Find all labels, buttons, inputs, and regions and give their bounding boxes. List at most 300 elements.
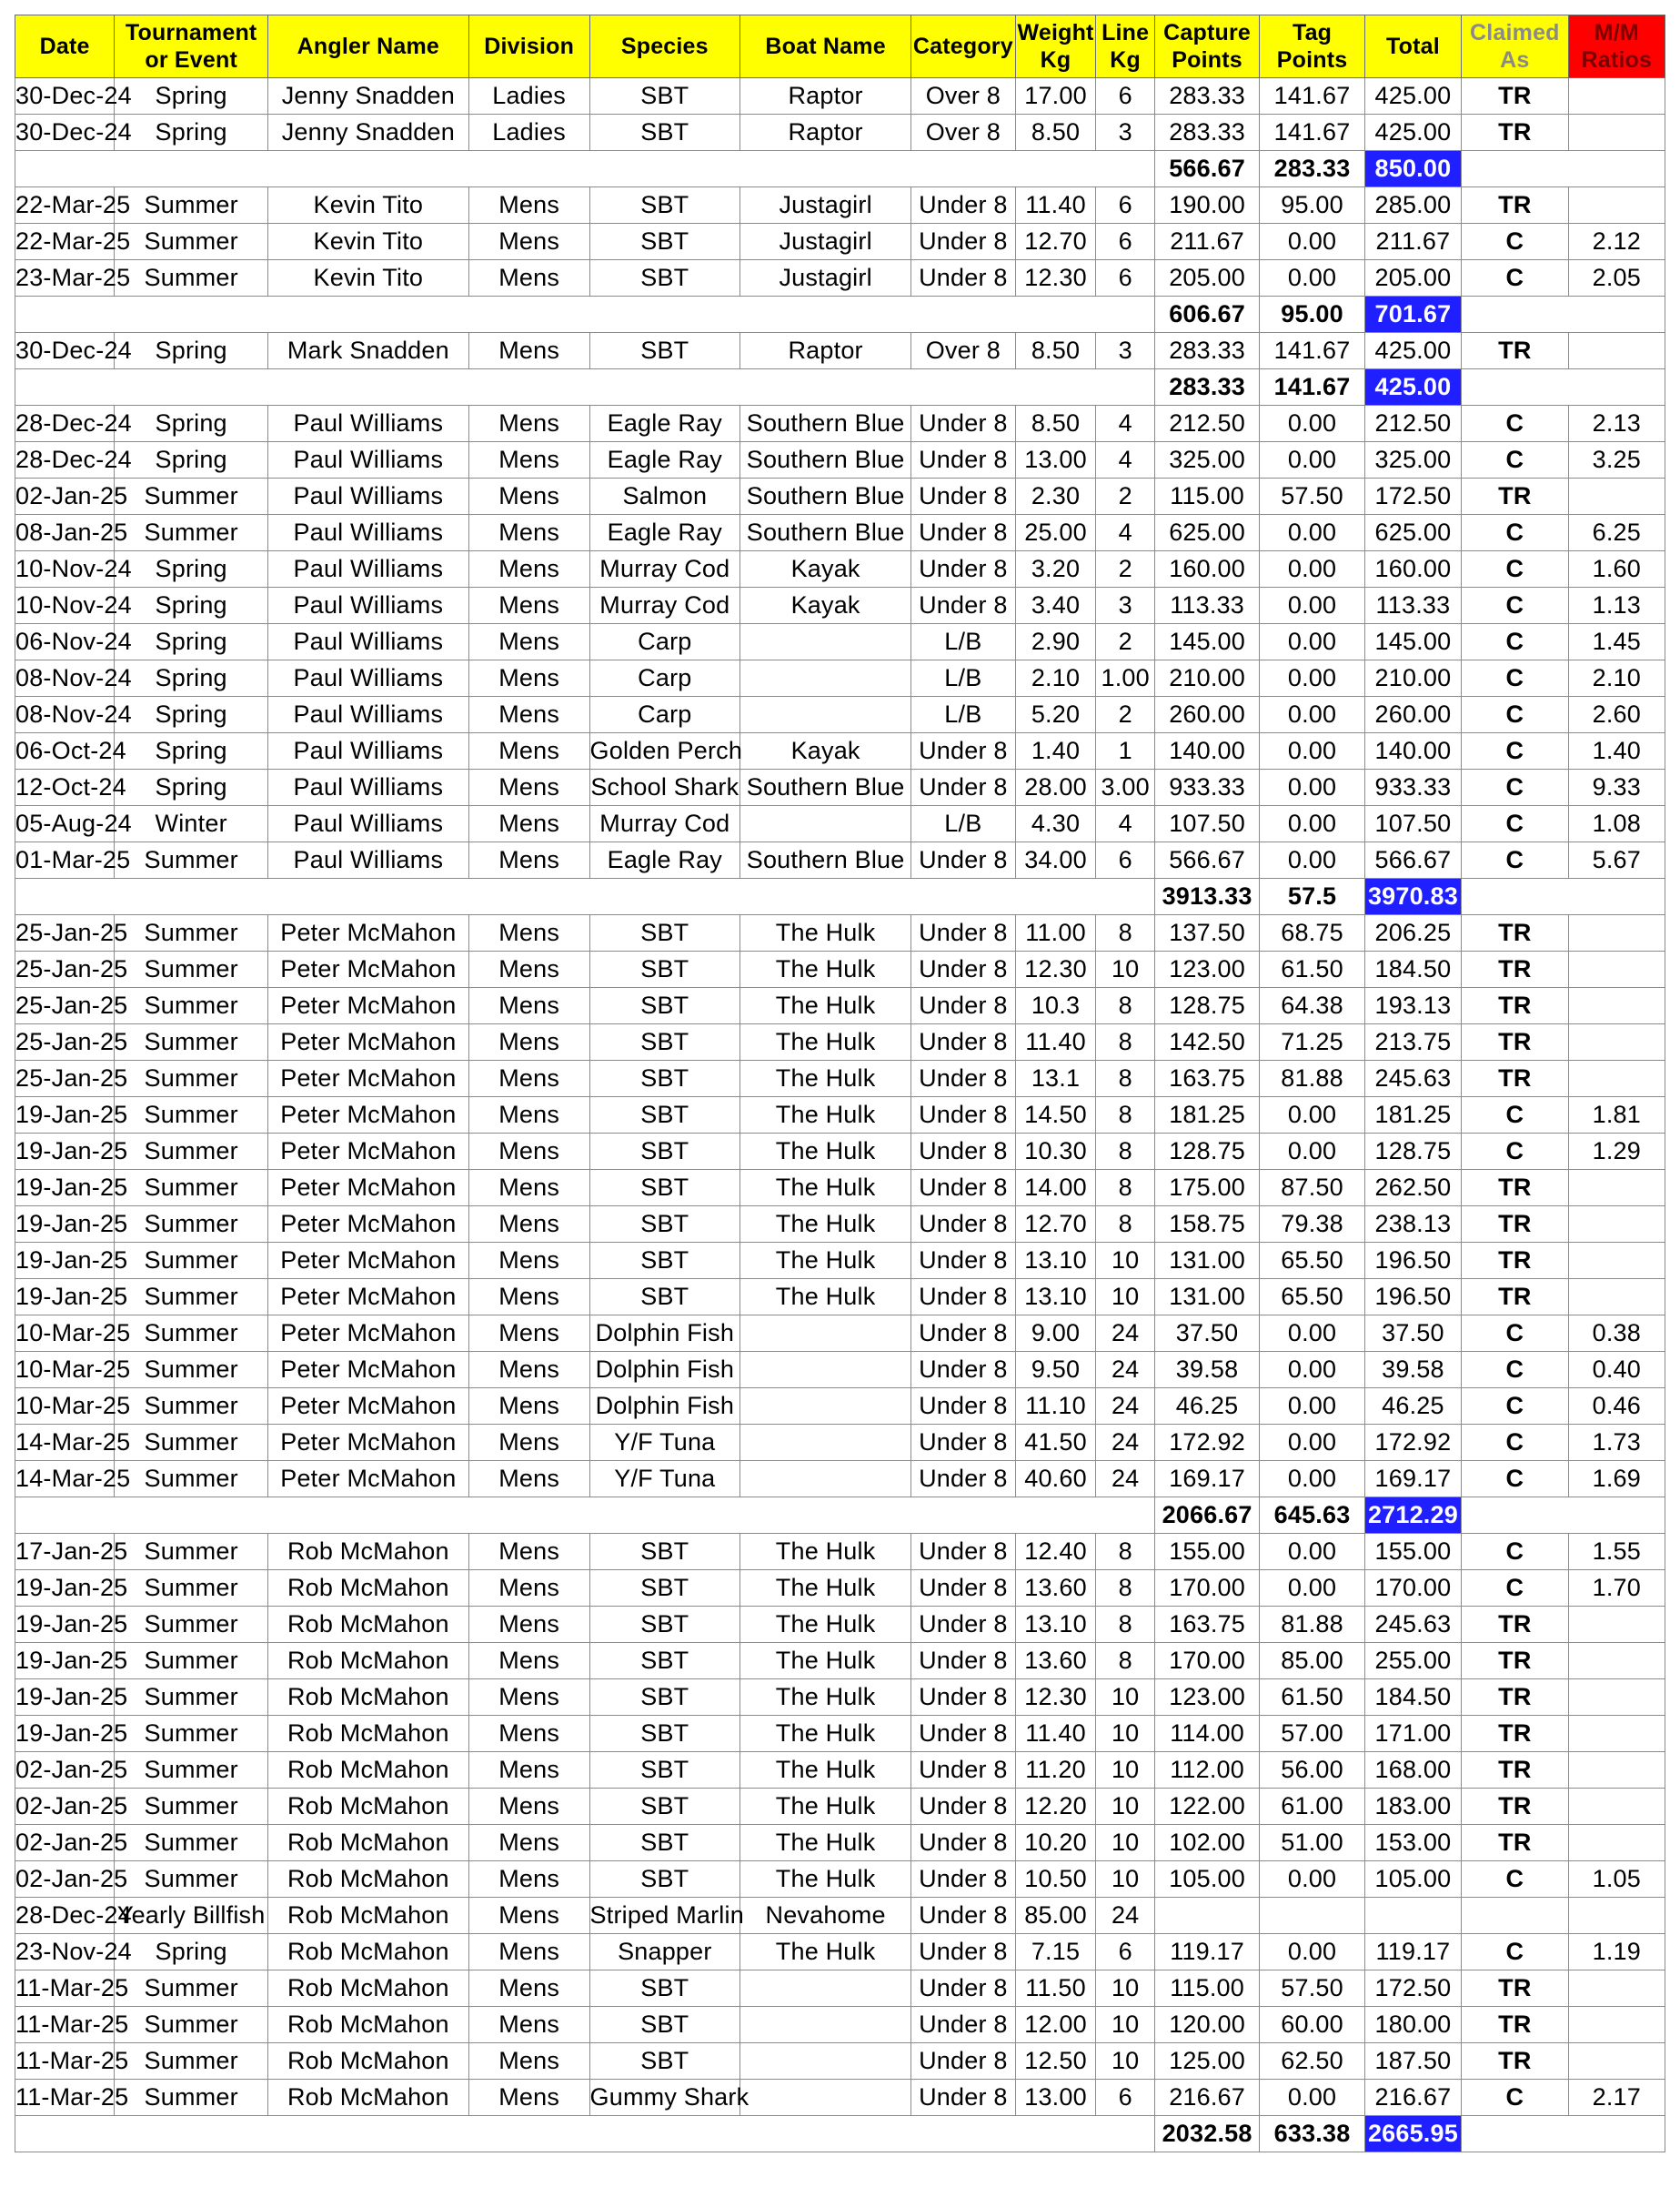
cell-total[interactable]: 625.00 bbox=[1364, 515, 1461, 551]
table-row[interactable] bbox=[15, 1861, 1665, 1898]
cell-division[interactable]: Mens bbox=[468, 1097, 589, 1134]
cell-division[interactable]: Mens bbox=[468, 442, 589, 479]
cell-total[interactable]: 285.00 bbox=[1364, 187, 1461, 224]
cell-tag[interactable]: 61.00 bbox=[1260, 1789, 1364, 1825]
cell-species[interactable]: SBT bbox=[589, 1279, 740, 1315]
cell-capture[interactable]: 283.33 bbox=[1154, 115, 1259, 151]
cell-weight[interactable]: 13.60 bbox=[1015, 1643, 1096, 1679]
cell-total[interactable] bbox=[1364, 1898, 1461, 1934]
cell-capture[interactable]: 145.00 bbox=[1154, 624, 1259, 660]
cell-angler[interactable]: Peter McMahon bbox=[267, 1061, 468, 1097]
cell-total[interactable]: 255.00 bbox=[1364, 1643, 1461, 1679]
cell-species[interactable]: SBT bbox=[589, 187, 740, 224]
cell-date[interactable]: 05-Aug-24 bbox=[15, 806, 115, 842]
cell-angler[interactable]: Rob McMahon bbox=[267, 1752, 468, 1789]
cell-total[interactable]: 153.00 bbox=[1364, 1825, 1461, 1861]
cell-claimed[interactable]: C bbox=[1462, 1570, 1569, 1607]
cell-category[interactable]: Over 8 bbox=[911, 115, 1015, 151]
cell-capture[interactable]: 107.50 bbox=[1154, 806, 1259, 842]
cell-species[interactable]: School Shark bbox=[589, 770, 740, 806]
cell-boat[interactable] bbox=[740, 2007, 911, 2043]
cell-date[interactable]: 02-Jan-25 bbox=[15, 1752, 115, 1789]
cell-line[interactable]: 10 bbox=[1096, 1679, 1154, 1716]
cell-weight[interactable]: 11.40 bbox=[1015, 1716, 1096, 1752]
cell-boat[interactable]: The Hulk bbox=[740, 1789, 911, 1825]
cell-weight[interactable]: 28.00 bbox=[1015, 770, 1096, 806]
cell-species[interactable]: SBT bbox=[589, 1679, 740, 1716]
cell-category[interactable]: L/B bbox=[911, 624, 1015, 660]
cell-weight[interactable]: 14.50 bbox=[1015, 1097, 1096, 1134]
cell-total[interactable]: 171.00 bbox=[1364, 1716, 1461, 1752]
cell-division[interactable]: Mens bbox=[468, 697, 589, 733]
cell-date[interactable]: 17-Jan-25 bbox=[15, 1534, 115, 1570]
cell-capture[interactable]: 158.75 bbox=[1154, 1206, 1259, 1243]
cell-capture[interactable]: 125.00 bbox=[1154, 2043, 1259, 2080]
cell-capture[interactable]: 283.33 bbox=[1154, 333, 1259, 369]
cell-line[interactable]: 3 bbox=[1096, 333, 1154, 369]
cell-claimed[interactable]: C bbox=[1462, 1315, 1569, 1352]
cell-category[interactable]: Under 8 bbox=[911, 1134, 1015, 1170]
cell-species[interactable]: SBT bbox=[589, 952, 740, 988]
cell-capture[interactable]: 190.00 bbox=[1154, 187, 1259, 224]
cell-total[interactable]: 172.50 bbox=[1364, 479, 1461, 515]
cell-line[interactable]: 2 bbox=[1096, 479, 1154, 515]
cell-claimed[interactable]: C bbox=[1462, 842, 1569, 879]
cell-total[interactable]: 180.00 bbox=[1364, 2007, 1461, 2043]
cell-boat[interactable]: The Hulk bbox=[740, 1097, 911, 1134]
cell-weight[interactable]: 10.50 bbox=[1015, 1861, 1096, 1898]
cell-tag[interactable]: 79.38 bbox=[1260, 1206, 1364, 1243]
cell-event[interactable]: Summer bbox=[115, 2007, 268, 2043]
cell-claimed[interactable]: C bbox=[1462, 515, 1569, 551]
cell-angler[interactable]: Peter McMahon bbox=[267, 1315, 468, 1352]
cell-total[interactable]: 172.50 bbox=[1364, 1970, 1461, 2007]
cell-total[interactable]: 196.50 bbox=[1364, 1279, 1461, 1315]
cell-angler[interactable]: Peter McMahon bbox=[267, 1097, 468, 1134]
cell-capture[interactable]: 175.00 bbox=[1154, 1170, 1259, 1206]
table-row[interactable] bbox=[15, 1134, 1665, 1170]
cell-weight[interactable]: 11.00 bbox=[1015, 915, 1096, 952]
cell-line[interactable]: 10 bbox=[1096, 1825, 1154, 1861]
cell-weight[interactable]: 2.10 bbox=[1015, 660, 1096, 697]
cell-species[interactable]: SBT bbox=[589, 1570, 740, 1607]
cell-date[interactable]: 10-Mar-25 bbox=[15, 1352, 115, 1388]
cell-total[interactable]: 193.13 bbox=[1364, 988, 1461, 1024]
cell-division[interactable]: Mens bbox=[468, 2043, 589, 2080]
cell-division[interactable]: Mens bbox=[468, 915, 589, 952]
cell-claimed[interactable]: C bbox=[1462, 624, 1569, 660]
cell-total[interactable]: 425.00 bbox=[1364, 115, 1461, 151]
cell-mm[interactable] bbox=[1568, 333, 1665, 369]
cell-tag[interactable]: 87.50 bbox=[1260, 1170, 1364, 1206]
cell-event[interactable]: Summer bbox=[115, 2080, 268, 2116]
cell-mm[interactable]: 1.05 bbox=[1568, 1861, 1665, 1898]
cell-mm[interactable] bbox=[1568, 1752, 1665, 1789]
cell-mm[interactable]: 9.33 bbox=[1568, 770, 1665, 806]
cell-weight[interactable]: 11.10 bbox=[1015, 1388, 1096, 1425]
cell-tag[interactable]: 95.00 bbox=[1260, 187, 1364, 224]
cell-boat[interactable]: Southern Blue bbox=[740, 406, 911, 442]
cell-angler[interactable]: Paul Williams bbox=[267, 479, 468, 515]
cell-event[interactable]: Summer bbox=[115, 2043, 268, 2080]
cell-species[interactable]: SBT bbox=[589, 1970, 740, 2007]
cell-line[interactable]: 2 bbox=[1096, 624, 1154, 660]
cell-total[interactable]: 262.50 bbox=[1364, 1170, 1461, 1206]
cell-boat[interactable] bbox=[740, 2080, 911, 2116]
cell-division[interactable]: Mens bbox=[468, 1607, 589, 1643]
cell-line[interactable]: 6 bbox=[1096, 78, 1154, 115]
table-row[interactable] bbox=[15, 1024, 1665, 1061]
cell-mm[interactable] bbox=[1568, 2007, 1665, 2043]
table-row[interactable] bbox=[15, 78, 1665, 115]
cell-category[interactable]: Under 8 bbox=[911, 1534, 1015, 1570]
cell-mm[interactable] bbox=[1568, 1898, 1665, 1934]
cell-angler[interactable]: Rob McMahon bbox=[267, 1825, 468, 1861]
cell-weight[interactable]: 13.10 bbox=[1015, 1279, 1096, 1315]
cell-boat[interactable]: The Hulk bbox=[740, 1206, 911, 1243]
cell-claimed[interactable]: C bbox=[1462, 2080, 1569, 2116]
cell-division[interactable]: Mens bbox=[468, 842, 589, 879]
cell-category[interactable]: Under 8 bbox=[911, 2043, 1015, 2080]
cell-line[interactable]: 10 bbox=[1096, 1279, 1154, 1315]
table-row[interactable] bbox=[15, 806, 1665, 842]
cell-total[interactable]: 933.33 bbox=[1364, 770, 1461, 806]
cell-species[interactable]: Salmon bbox=[589, 479, 740, 515]
cell-species[interactable]: SBT bbox=[589, 1061, 740, 1097]
cell-weight[interactable]: 2.30 bbox=[1015, 479, 1096, 515]
cell-angler[interactable]: Peter McMahon bbox=[267, 915, 468, 952]
table-row[interactable] bbox=[15, 515, 1665, 551]
cell-tag[interactable]: 0.00 bbox=[1260, 806, 1364, 842]
cell-date[interactable]: 23-Mar-25 bbox=[15, 260, 115, 297]
cell-tag[interactable]: 0.00 bbox=[1260, 1570, 1364, 1607]
cell-line[interactable]: 6 bbox=[1096, 224, 1154, 260]
cell-boat[interactable] bbox=[740, 1352, 911, 1388]
cell-total[interactable]: 155.00 bbox=[1364, 1534, 1461, 1570]
table-row[interactable] bbox=[15, 1352, 1665, 1388]
cell-total[interactable]: 181.25 bbox=[1364, 1097, 1461, 1134]
cell-boat[interactable]: The Hulk bbox=[740, 1643, 911, 1679]
cell-species[interactable]: SBT bbox=[589, 1789, 740, 1825]
cell-total[interactable]: 168.00 bbox=[1364, 1752, 1461, 1789]
cell-total[interactable]: 170.00 bbox=[1364, 1570, 1461, 1607]
cell-tag[interactable]: 0.00 bbox=[1260, 1352, 1364, 1388]
table-row[interactable] bbox=[15, 224, 1665, 260]
cell-weight[interactable]: 7.15 bbox=[1015, 1934, 1096, 1970]
subtotal-capture[interactable]: 566.67 bbox=[1154, 151, 1259, 187]
table-row[interactable] bbox=[15, 1825, 1665, 1861]
cell-event[interactable]: Winter bbox=[115, 806, 268, 842]
cell-claimed[interactable]: TR bbox=[1462, 1607, 1569, 1643]
cell-category[interactable]: Under 8 bbox=[911, 952, 1015, 988]
cell-boat[interactable]: Southern Blue bbox=[740, 770, 911, 806]
cell-division[interactable]: Mens bbox=[468, 1861, 589, 1898]
cell-total[interactable]: 184.50 bbox=[1364, 952, 1461, 988]
cell-date[interactable]: 22-Mar-25 bbox=[15, 224, 115, 260]
cell-tag[interactable]: 61.50 bbox=[1260, 1679, 1364, 1716]
table-row[interactable] bbox=[15, 1643, 1665, 1679]
cell-line[interactable]: 6 bbox=[1096, 2080, 1154, 2116]
cell-line[interactable]: 6 bbox=[1096, 260, 1154, 297]
cell-mm[interactable]: 0.40 bbox=[1568, 1352, 1665, 1388]
cell-weight[interactable]: 12.30 bbox=[1015, 260, 1096, 297]
cell-event[interactable]: Summer bbox=[115, 1425, 268, 1461]
table-row[interactable] bbox=[15, 2080, 1665, 2116]
cell-claimed[interactable]: TR bbox=[1462, 1679, 1569, 1716]
cell-event[interactable]: Spring bbox=[115, 733, 268, 770]
cell-mm[interactable] bbox=[1568, 1279, 1665, 1315]
cell-total[interactable]: 211.67 bbox=[1364, 224, 1461, 260]
cell-species[interactable]: SBT bbox=[589, 1534, 740, 1570]
cell-mm[interactable] bbox=[1568, 952, 1665, 988]
subtotal-total[interactable]: 425.00 bbox=[1364, 369, 1461, 406]
cell-division[interactable]: Mens bbox=[468, 224, 589, 260]
column-header-mm-ratios[interactable]: M/M Ratios bbox=[1568, 15, 1665, 78]
table-row[interactable] bbox=[15, 1170, 1665, 1206]
cell-capture[interactable]: 160.00 bbox=[1154, 551, 1259, 588]
cell-species[interactable]: SBT bbox=[589, 1716, 740, 1752]
cell-date[interactable]: 10-Mar-25 bbox=[15, 1315, 115, 1352]
cell-angler[interactable]: Paul Williams bbox=[267, 551, 468, 588]
cell-event[interactable]: Spring bbox=[115, 115, 268, 151]
cell-tag[interactable]: 57.50 bbox=[1260, 479, 1364, 515]
cell-boat[interactable]: The Hulk bbox=[740, 1752, 911, 1789]
cell-angler[interactable]: Jenny Snadden bbox=[267, 78, 468, 115]
cell-division[interactable]: Mens bbox=[468, 806, 589, 842]
cell-tag[interactable]: 65.50 bbox=[1260, 1243, 1364, 1279]
cell-boat[interactable]: Raptor bbox=[740, 78, 911, 115]
cell-claimed[interactable]: C bbox=[1462, 770, 1569, 806]
cell-category[interactable]: Under 8 bbox=[911, 988, 1015, 1024]
cell-event[interactable]: Summer bbox=[115, 187, 268, 224]
cell-boat[interactable]: Justagirl bbox=[740, 260, 911, 297]
cell-division[interactable]: Mens bbox=[468, 1752, 589, 1789]
column-header-event[interactable]: Tournament or Event bbox=[115, 15, 268, 78]
cell-capture[interactable]: 128.75 bbox=[1154, 1134, 1259, 1170]
cell-category[interactable]: Over 8 bbox=[911, 333, 1015, 369]
cell-boat[interactable] bbox=[740, 624, 911, 660]
cell-category[interactable]: Under 8 bbox=[911, 1206, 1015, 1243]
cell-claimed[interactable]: C bbox=[1462, 1934, 1569, 1970]
column-header-claimed[interactable]: Claimed As bbox=[1462, 15, 1569, 78]
cell-tag[interactable]: 64.38 bbox=[1260, 988, 1364, 1024]
cell-weight[interactable]: 13.00 bbox=[1015, 442, 1096, 479]
cell-category[interactable]: Under 8 bbox=[911, 187, 1015, 224]
cell-line[interactable]: 3.00 bbox=[1096, 770, 1154, 806]
cell-mm[interactable]: 3.25 bbox=[1568, 442, 1665, 479]
cell-weight[interactable]: 11.40 bbox=[1015, 1024, 1096, 1061]
cell-total[interactable]: 325.00 bbox=[1364, 442, 1461, 479]
cell-weight[interactable]: 3.20 bbox=[1015, 551, 1096, 588]
cell-mm[interactable] bbox=[1568, 2043, 1665, 2080]
cell-claimed[interactable]: TR bbox=[1462, 2043, 1569, 2080]
cell-mm[interactable] bbox=[1568, 1170, 1665, 1206]
cell-line[interactable]: 6 bbox=[1096, 1934, 1154, 1970]
cell-weight[interactable]: 12.20 bbox=[1015, 1789, 1096, 1825]
cell-total[interactable]: 238.13 bbox=[1364, 1206, 1461, 1243]
cell-mm[interactable] bbox=[1568, 1716, 1665, 1752]
cell-tag[interactable]: 51.00 bbox=[1260, 1825, 1364, 1861]
cell-category[interactable]: Under 8 bbox=[911, 442, 1015, 479]
cell-line[interactable]: 1.00 bbox=[1096, 660, 1154, 697]
cell-tag[interactable]: 61.50 bbox=[1260, 952, 1364, 988]
cell-claimed[interactable]: TR bbox=[1462, 952, 1569, 988]
cell-event[interactable]: Summer bbox=[115, 1352, 268, 1388]
cell-boat[interactable] bbox=[740, 1425, 911, 1461]
cell-event[interactable]: Spring bbox=[115, 78, 268, 115]
cell-date[interactable]: 19-Jan-25 bbox=[15, 1643, 115, 1679]
cell-angler[interactable]: Kevin Tito bbox=[267, 187, 468, 224]
cell-capture[interactable]: 39.58 bbox=[1154, 1352, 1259, 1388]
table-row[interactable] bbox=[15, 733, 1665, 770]
cell-event[interactable]: Summer bbox=[115, 1643, 268, 1679]
cell-division[interactable]: Ladies bbox=[468, 78, 589, 115]
subtotal-tag[interactable]: 645.63 bbox=[1260, 1497, 1364, 1534]
cell-weight[interactable]: 11.50 bbox=[1015, 1970, 1096, 2007]
table-row[interactable] bbox=[15, 187, 1665, 224]
cell-division[interactable]: Mens bbox=[468, 1970, 589, 2007]
cell-date[interactable]: 01-Mar-25 bbox=[15, 842, 115, 879]
cell-tag[interactable]: 0.00 bbox=[1260, 1461, 1364, 1497]
table-row[interactable] bbox=[15, 1534, 1665, 1570]
cell-angler[interactable]: Paul Williams bbox=[267, 697, 468, 733]
cell-claimed[interactable]: TR bbox=[1462, 1170, 1569, 1206]
cell-species[interactable]: SBT bbox=[589, 988, 740, 1024]
cell-capture[interactable]: 105.00 bbox=[1154, 1861, 1259, 1898]
cell-event[interactable]: Summer bbox=[115, 1315, 268, 1352]
cell-weight[interactable]: 13.10 bbox=[1015, 1607, 1096, 1643]
cell-line[interactable]: 1 bbox=[1096, 733, 1154, 770]
cell-species[interactable]: Eagle Ray bbox=[589, 842, 740, 879]
cell-category[interactable]: Under 8 bbox=[911, 1934, 1015, 1970]
cell-weight[interactable]: 17.00 bbox=[1015, 78, 1096, 115]
cell-total[interactable]: 128.75 bbox=[1364, 1134, 1461, 1170]
cell-capture[interactable]: 113.33 bbox=[1154, 588, 1259, 624]
table-row[interactable] bbox=[15, 1061, 1665, 1097]
cell-total[interactable]: 140.00 bbox=[1364, 733, 1461, 770]
cell-capture[interactable]: 112.00 bbox=[1154, 1752, 1259, 1789]
cell-date[interactable]: 19-Jan-25 bbox=[15, 1206, 115, 1243]
cell-boat[interactable] bbox=[740, 1388, 911, 1425]
cell-date[interactable]: 10-Nov-24 bbox=[15, 588, 115, 624]
cell-species[interactable]: SBT bbox=[589, 1206, 740, 1243]
cell-species[interactable]: SBT bbox=[589, 1134, 740, 1170]
cell-division[interactable]: Mens bbox=[468, 187, 589, 224]
cell-line[interactable]: 24 bbox=[1096, 1461, 1154, 1497]
cell-mm[interactable]: 1.70 bbox=[1568, 1570, 1665, 1607]
cell-tag[interactable]: 81.88 bbox=[1260, 1061, 1364, 1097]
column-header-line[interactable]: Line Kg bbox=[1096, 15, 1154, 78]
cell-weight[interactable]: 5.20 bbox=[1015, 697, 1096, 733]
cell-mm[interactable]: 1.29 bbox=[1568, 1134, 1665, 1170]
cell-total[interactable]: 260.00 bbox=[1364, 697, 1461, 733]
cell-claimed[interactable] bbox=[1462, 1898, 1569, 1934]
subtotal-tag[interactable]: 633.38 bbox=[1260, 2116, 1364, 2152]
cell-division[interactable]: Mens bbox=[468, 2080, 589, 2116]
cell-line[interactable]: 10 bbox=[1096, 1861, 1154, 1898]
cell-boat[interactable] bbox=[740, 1461, 911, 1497]
cell-date[interactable]: 30-Dec-24 bbox=[15, 333, 115, 369]
cell-capture[interactable]: 122.00 bbox=[1154, 1789, 1259, 1825]
cell-date[interactable]: 11-Mar-25 bbox=[15, 2080, 115, 2116]
cell-category[interactable]: Under 8 bbox=[911, 1570, 1015, 1607]
cell-date[interactable]: 25-Jan-25 bbox=[15, 915, 115, 952]
cell-event[interactable]: Summer bbox=[115, 1170, 268, 1206]
cell-claimed[interactable]: TR bbox=[1462, 915, 1569, 952]
cell-line[interactable]: 8 bbox=[1096, 1061, 1154, 1097]
cell-capture[interactable]: 115.00 bbox=[1154, 479, 1259, 515]
cell-angler[interactable]: Rob McMahon bbox=[267, 1534, 468, 1570]
cell-event[interactable]: Summer bbox=[115, 1607, 268, 1643]
cell-weight[interactable]: 12.30 bbox=[1015, 952, 1096, 988]
cell-line[interactable]: 8 bbox=[1096, 1134, 1154, 1170]
cell-line[interactable]: 24 bbox=[1096, 1352, 1154, 1388]
cell-claimed[interactable]: C bbox=[1462, 1534, 1569, 1570]
cell-division[interactable]: Mens bbox=[468, 770, 589, 806]
table-row[interactable] bbox=[15, 260, 1665, 297]
cell-capture[interactable]: 210.00 bbox=[1154, 660, 1259, 697]
cell-tag[interactable]: 0.00 bbox=[1260, 770, 1364, 806]
cell-tag[interactable]: 0.00 bbox=[1260, 1425, 1364, 1461]
cell-mm[interactable]: 2.13 bbox=[1568, 406, 1665, 442]
cell-claimed[interactable]: C bbox=[1462, 660, 1569, 697]
cell-claimed[interactable]: TR bbox=[1462, 1279, 1569, 1315]
cell-tag[interactable]: 141.67 bbox=[1260, 333, 1364, 369]
subtotal-tag[interactable]: 283.33 bbox=[1260, 151, 1364, 187]
cell-division[interactable]: Mens bbox=[468, 1024, 589, 1061]
cell-date[interactable]: 19-Jan-25 bbox=[15, 1243, 115, 1279]
cell-mm[interactable] bbox=[1568, 1825, 1665, 1861]
subtotal-capture[interactable]: 606.67 bbox=[1154, 297, 1259, 333]
table-row[interactable] bbox=[15, 1789, 1665, 1825]
subtotal-capture[interactable]: 2032.58 bbox=[1154, 2116, 1259, 2152]
cell-mm[interactable]: 1.08 bbox=[1568, 806, 1665, 842]
cell-weight[interactable]: 13.10 bbox=[1015, 1243, 1096, 1279]
cell-division[interactable]: Ladies bbox=[468, 115, 589, 151]
cell-date[interactable]: 08-Jan-25 bbox=[15, 515, 115, 551]
cell-boat[interactable]: Justagirl bbox=[740, 187, 911, 224]
cell-line[interactable]: 6 bbox=[1096, 187, 1154, 224]
cell-tag[interactable]: 141.67 bbox=[1260, 78, 1364, 115]
cell-event[interactable]: Summer bbox=[115, 260, 268, 297]
cell-total[interactable]: 425.00 bbox=[1364, 78, 1461, 115]
cell-tag[interactable]: 57.00 bbox=[1260, 1716, 1364, 1752]
cell-weight[interactable]: 10.30 bbox=[1015, 1134, 1096, 1170]
cell-claimed[interactable]: C bbox=[1462, 1461, 1569, 1497]
cell-capture[interactable]: 123.00 bbox=[1154, 1679, 1259, 1716]
cell-date[interactable]: 28-Dec-24 bbox=[15, 1898, 115, 1934]
cell-species[interactable]: SBT bbox=[589, 1643, 740, 1679]
cell-species[interactable]: Dolphin Fish bbox=[589, 1388, 740, 1425]
cell-angler[interactable]: Paul Williams bbox=[267, 442, 468, 479]
column-header-total[interactable]: Total bbox=[1364, 15, 1461, 78]
cell-tag[interactable]: 141.67 bbox=[1260, 115, 1364, 151]
cell-division[interactable]: Mens bbox=[468, 624, 589, 660]
cell-division[interactable]: Mens bbox=[468, 1934, 589, 1970]
cell-weight[interactable]: 12.70 bbox=[1015, 224, 1096, 260]
cell-tag[interactable]: 0.00 bbox=[1260, 588, 1364, 624]
cell-total[interactable]: 196.50 bbox=[1364, 1243, 1461, 1279]
subtotal-total[interactable]: 2665.95 bbox=[1364, 2116, 1461, 2152]
column-header-boat[interactable]: Boat Name bbox=[740, 15, 911, 78]
cell-species[interactable]: SBT bbox=[589, 1243, 740, 1279]
cell-species[interactable]: SBT bbox=[589, 1097, 740, 1134]
cell-line[interactable]: 2 bbox=[1096, 551, 1154, 588]
cell-division[interactable]: Mens bbox=[468, 1461, 589, 1497]
cell-tag[interactable]: 0.00 bbox=[1260, 2080, 1364, 2116]
cell-event[interactable]: Summer bbox=[115, 1825, 268, 1861]
cell-mm[interactable] bbox=[1568, 78, 1665, 115]
